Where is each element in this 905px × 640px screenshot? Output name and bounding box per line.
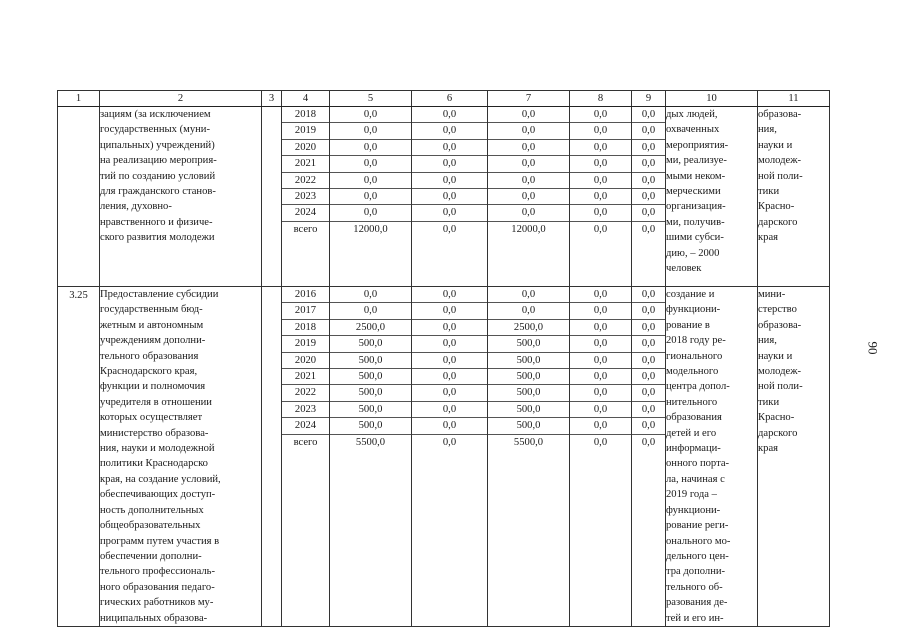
value: 0,0 xyxy=(412,336,487,352)
value: 0,0 xyxy=(632,418,665,434)
executor-cell xyxy=(758,107,830,287)
value: 0,0 xyxy=(570,140,631,156)
value: 0,0 xyxy=(412,320,487,336)
year: 2017 xyxy=(282,303,329,319)
result-line: 2019 года – xyxy=(666,489,717,501)
result-line: создание и xyxy=(666,289,715,300)
value: 0,0 xyxy=(488,173,569,189)
description-line: общеобразовательных xyxy=(100,520,201,532)
description-line: функции и полномочия xyxy=(100,381,206,393)
description-line: ниципальных образова- xyxy=(100,612,208,624)
value: 0,0 xyxy=(570,107,631,123)
description-line: для гражданского станов- xyxy=(100,186,216,198)
row-number: 3.25 xyxy=(69,290,88,301)
result-line: ми, реализуе- xyxy=(666,155,727,167)
year: 2022 xyxy=(282,385,329,401)
executor-line: тики xyxy=(758,396,780,408)
executor-line: ной поли- xyxy=(758,170,803,182)
header-cell: 7 xyxy=(488,91,570,107)
value: 500,0 xyxy=(488,385,569,401)
description-line: гических работников му- xyxy=(100,597,214,609)
col7-cell xyxy=(488,107,570,287)
executor-line: ния, xyxy=(758,335,777,347)
value: 0,0 xyxy=(632,320,665,336)
year: 2019 xyxy=(282,123,329,139)
header-cell: 10 xyxy=(666,91,758,107)
result-line: онного порта- xyxy=(666,458,730,470)
value: 500,0 xyxy=(488,418,569,434)
value: 0,0 xyxy=(330,123,411,139)
value: 0,0 xyxy=(570,402,631,418)
value: 0,0 xyxy=(570,173,631,189)
description-line: жетным и автономным xyxy=(100,319,204,331)
value: 0,0 xyxy=(442,436,457,448)
result-line: центра допол- xyxy=(666,381,730,393)
value: 0,0 xyxy=(570,320,631,336)
description-line: Предоставление субсидии xyxy=(100,289,219,300)
result-line: дых людей, xyxy=(666,109,718,120)
value: 0,0 xyxy=(570,336,631,352)
executor-line: дарского xyxy=(758,427,798,439)
value: 0,0 xyxy=(412,303,487,319)
description-line: ципальных) учреждений) xyxy=(100,139,215,151)
value: 0,0 xyxy=(570,385,631,401)
empty-cell xyxy=(262,287,282,627)
value: 0,0 xyxy=(488,140,569,156)
year-cell xyxy=(282,287,330,627)
header-row xyxy=(58,91,830,107)
value: 500,0 xyxy=(330,418,411,434)
description-line: государственным бюд- xyxy=(100,304,203,316)
value: 0,0 xyxy=(641,223,656,235)
col9-cell xyxy=(632,107,666,287)
value: 0,0 xyxy=(488,303,569,319)
result-line: охваченных xyxy=(666,124,720,136)
executor-line: мини- xyxy=(758,289,786,300)
result-line: функциони- xyxy=(666,304,721,316)
description-line: Краснодарского края, xyxy=(100,366,198,378)
value: 0,0 xyxy=(632,173,665,189)
value: 0,0 xyxy=(412,123,487,139)
executor-line: образова- xyxy=(758,319,802,331)
result-line: онального мо- xyxy=(666,535,731,547)
value: 0,0 xyxy=(570,189,631,205)
header-cell: 3 xyxy=(262,91,282,107)
description-line: тельного образования xyxy=(100,350,199,362)
description-line: ность дополнительных xyxy=(100,504,204,516)
value: 0,0 xyxy=(488,123,569,139)
year: 2018 xyxy=(282,320,329,336)
value: 0,0 xyxy=(488,156,569,172)
value: 0,0 xyxy=(641,436,656,448)
year: 2022 xyxy=(282,173,329,189)
value: 0,0 xyxy=(570,369,631,385)
value: 12000,0 xyxy=(353,223,388,235)
description-line: ского развития молодежи xyxy=(100,232,215,244)
value: 0,0 xyxy=(488,205,569,221)
header-cell: 2 xyxy=(100,91,262,107)
year: 2021 xyxy=(282,369,329,385)
result-line: гионального xyxy=(666,350,723,362)
executor-line: науки и xyxy=(758,139,793,151)
year: 2024 xyxy=(282,205,329,221)
col8-cell xyxy=(570,287,632,627)
value: 0,0 xyxy=(330,205,411,221)
executor-line: края xyxy=(758,443,779,455)
result-line: организация- xyxy=(666,201,726,213)
value: 500,0 xyxy=(488,336,569,352)
value: 0,0 xyxy=(570,205,631,221)
table-row xyxy=(58,107,830,287)
executor-cell xyxy=(758,287,830,627)
executor-line: ния, xyxy=(758,124,777,136)
description-line: обеспечивающих доступ- xyxy=(100,489,216,501)
result-line: рование реги- xyxy=(666,520,729,532)
executor-line: дарского xyxy=(758,216,798,228)
result-line: информаци- xyxy=(666,443,721,455)
value: 2500,0 xyxy=(488,320,569,336)
description-line: программ путем участия в xyxy=(100,535,220,547)
value: 5500,0 xyxy=(513,436,544,448)
header-cell: 5 xyxy=(330,91,412,107)
value: 500,0 xyxy=(330,385,411,401)
value: 0,0 xyxy=(412,287,487,303)
year-cell xyxy=(282,107,330,287)
value: 0,0 xyxy=(330,173,411,189)
value: 0,0 xyxy=(330,303,411,319)
value: 0,0 xyxy=(412,353,487,369)
year: всего xyxy=(293,223,318,235)
executor-line: тики xyxy=(758,186,780,198)
value: 0,0 xyxy=(632,369,665,385)
year: 2018 xyxy=(282,107,329,123)
executor-line: молодеж- xyxy=(758,155,802,167)
description-line: тельного профессиональ- xyxy=(100,566,216,578)
description-line: тий по созданию условий xyxy=(100,170,216,182)
value: 0,0 xyxy=(632,189,665,205)
year: 2023 xyxy=(282,189,329,205)
value: 12000,0 xyxy=(511,223,546,235)
year: всего xyxy=(293,436,318,448)
year: 2020 xyxy=(282,140,329,156)
year: 2020 xyxy=(282,353,329,369)
result-line: мерческими xyxy=(666,186,721,198)
value: 0,0 xyxy=(632,402,665,418)
description-line: обеспечении дополни- xyxy=(100,550,202,562)
description-line: которых осуществляет xyxy=(100,412,203,424)
value: 5500,0 xyxy=(355,436,386,448)
result-line: ла, начиная с xyxy=(666,473,725,485)
value: 500,0 xyxy=(488,402,569,418)
result-line: разования де- xyxy=(666,597,728,609)
description-line: на реализацию мероприя- xyxy=(100,155,217,167)
col9-cell xyxy=(632,287,666,627)
description-line: зациям (за исключением xyxy=(100,109,211,120)
header-cell: 6 xyxy=(412,91,488,107)
value: 0,0 xyxy=(632,123,665,139)
col5-cell xyxy=(330,287,412,627)
table-row xyxy=(58,287,830,627)
description-line: ления, духовно- xyxy=(100,201,172,213)
value: 0,0 xyxy=(412,402,487,418)
result-line: образования xyxy=(666,412,722,424)
result-line: мероприятия- xyxy=(666,139,729,151)
row-number-cell xyxy=(58,107,100,287)
executor-line: образова- xyxy=(758,109,802,120)
result-line: человек xyxy=(666,263,702,275)
value: 500,0 xyxy=(330,336,411,352)
value: 0,0 xyxy=(570,156,631,172)
result-line: дельного цен- xyxy=(666,550,729,562)
result-line: рование в xyxy=(666,319,710,331)
value: 0,0 xyxy=(412,173,487,189)
value: 0,0 xyxy=(412,156,487,172)
value: 0,0 xyxy=(442,223,457,235)
value: 0,0 xyxy=(412,140,487,156)
description-cell xyxy=(100,287,262,627)
year: 2016 xyxy=(282,287,329,303)
result-line: 2018 году ре- xyxy=(666,335,726,347)
value: 0,0 xyxy=(330,107,411,123)
executor-line: ной поли- xyxy=(758,381,803,393)
empty-cell xyxy=(262,107,282,287)
value: 500,0 xyxy=(330,402,411,418)
value: 0,0 xyxy=(488,287,569,303)
value: 0,0 xyxy=(488,107,569,123)
value: 0,0 xyxy=(593,223,608,235)
value: 0,0 xyxy=(570,123,631,139)
col6-cell xyxy=(412,287,488,627)
result-line: детей и его xyxy=(666,427,717,439)
value: 2500,0 xyxy=(330,320,411,336)
description-cell xyxy=(100,107,262,287)
value: 500,0 xyxy=(330,369,411,385)
result-line: тра дополни- xyxy=(666,566,726,578)
row-number xyxy=(58,107,99,108)
description-line: учреждениям дополни- xyxy=(100,335,206,347)
description-line: учредителя в отношении xyxy=(100,396,212,408)
result-line: мыми неком- xyxy=(666,170,726,182)
value: 0,0 xyxy=(488,189,569,205)
value: 0,0 xyxy=(632,140,665,156)
result-line: нительного xyxy=(666,396,718,408)
description-line: министерство образова- xyxy=(100,427,209,439)
year: 2023 xyxy=(282,402,329,418)
value: 0,0 xyxy=(412,107,487,123)
value: 0,0 xyxy=(570,418,631,434)
executor-line: края xyxy=(758,232,779,244)
value: 0,0 xyxy=(632,303,665,319)
value: 0,0 xyxy=(330,140,411,156)
value: 0,0 xyxy=(570,287,631,303)
result-cell xyxy=(666,287,758,627)
value: 0,0 xyxy=(632,156,665,172)
page-number: 90 xyxy=(865,341,881,355)
value: 0,0 xyxy=(330,156,411,172)
header-cell: 8 xyxy=(570,91,632,107)
result-line: модельного xyxy=(666,366,719,378)
value: 0,0 xyxy=(593,436,608,448)
document-table xyxy=(57,90,830,627)
result-cell xyxy=(666,107,758,287)
value: 0,0 xyxy=(632,107,665,123)
result-line: тельного об- xyxy=(666,581,723,593)
value: 0,0 xyxy=(632,353,665,369)
value: 500,0 xyxy=(488,369,569,385)
result-line: функциони- xyxy=(666,504,721,516)
description-line: нравственного и физиче- xyxy=(100,216,213,228)
value: 0,0 xyxy=(412,189,487,205)
year: 2024 xyxy=(282,418,329,434)
value: 0,0 xyxy=(330,189,411,205)
value: 0,0 xyxy=(412,369,487,385)
header-cell: 4 xyxy=(282,91,330,107)
header-cell: 1 xyxy=(58,91,100,107)
value: 0,0 xyxy=(570,353,631,369)
value: 0,0 xyxy=(632,205,665,221)
value: 0,0 xyxy=(632,385,665,401)
description-line: края, на создание условий, xyxy=(100,473,221,485)
value: 500,0 xyxy=(488,353,569,369)
value: 0,0 xyxy=(330,287,411,303)
year: 2021 xyxy=(282,156,329,172)
description-line: ного образования педаго- xyxy=(100,581,215,593)
executor-line: молодеж- xyxy=(758,366,802,378)
executor-line: стерство xyxy=(758,304,797,316)
value: 0,0 xyxy=(412,385,487,401)
value: 0,0 xyxy=(570,303,631,319)
description-line: государственных (муни- xyxy=(100,124,210,136)
description-line: политики Краснодарско xyxy=(100,458,208,470)
value: 500,0 xyxy=(330,353,411,369)
executor-line: Красно- xyxy=(758,201,795,213)
header-cell: 9 xyxy=(632,91,666,107)
result-line: дию, – 2000 xyxy=(666,247,720,259)
col7-cell xyxy=(488,287,570,627)
value: 0,0 xyxy=(412,418,487,434)
executor-line: Красно- xyxy=(758,412,795,424)
year: 2019 xyxy=(282,336,329,352)
value: 0,0 xyxy=(632,287,665,303)
value: 0,0 xyxy=(412,205,487,221)
executor-line: науки и xyxy=(758,350,793,362)
description-line: ния, науки и молодежной xyxy=(100,443,215,455)
col8-cell xyxy=(570,107,632,287)
result-line: шими субси- xyxy=(666,232,724,244)
result-line: тей и его ин- xyxy=(666,612,724,624)
col6-cell xyxy=(412,107,488,287)
col5-cell xyxy=(330,107,412,287)
value: 0,0 xyxy=(632,336,665,352)
result-line: ми, получив- xyxy=(666,216,725,228)
row-number-cell xyxy=(58,287,100,627)
header-cell: 11 xyxy=(758,91,830,107)
